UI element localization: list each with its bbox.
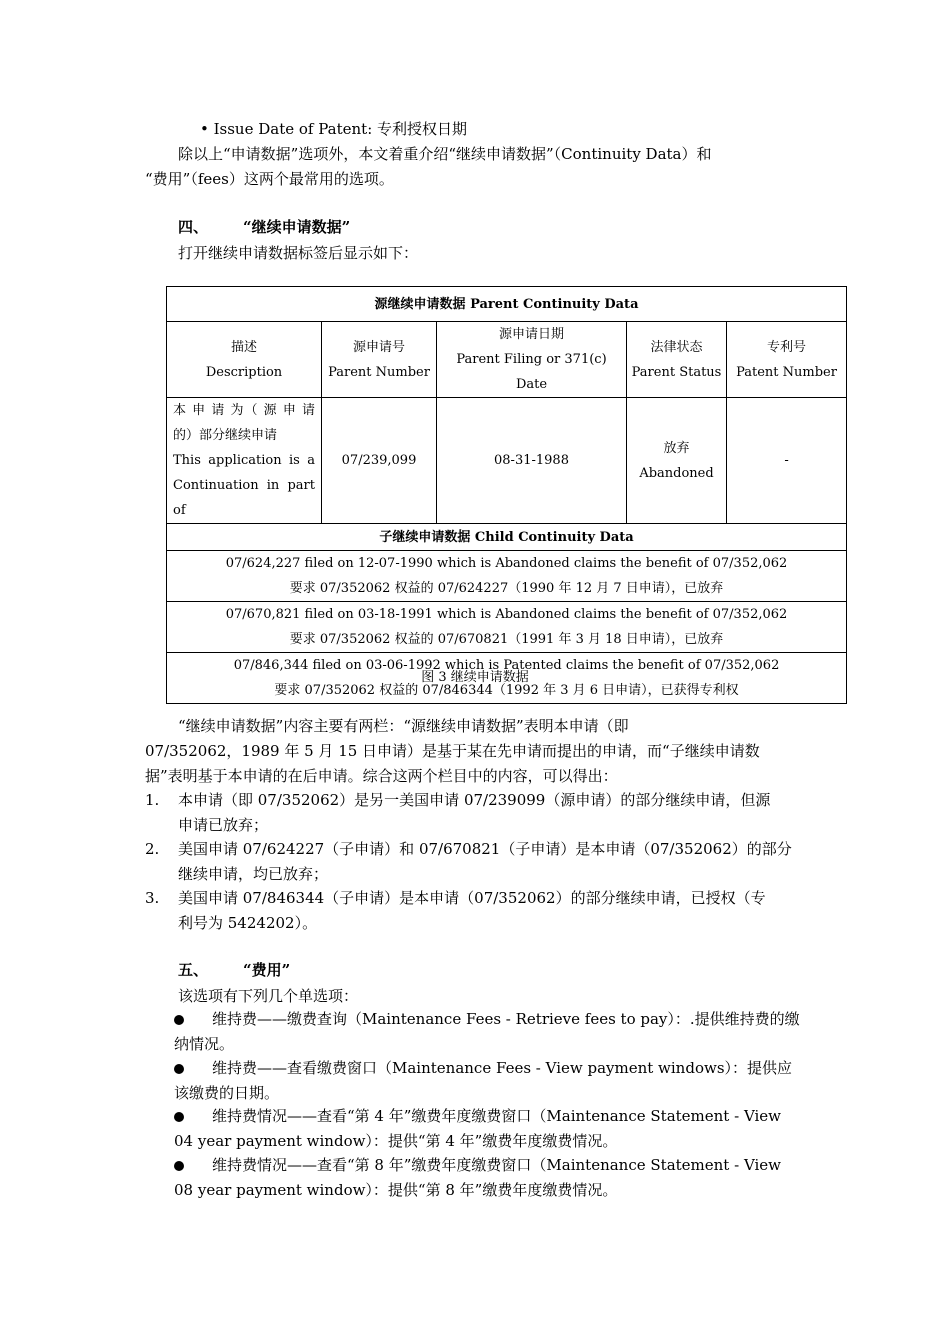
list-item: 美国申请 07/846344（子申请）是本申请（07/352062）的部分继续申请，已授权（专 xyxy=(178,889,766,907)
bullet-icon xyxy=(174,1153,184,1177)
fee-option: 维持费情况——查看“第 4 年”缴费年度缴费窗口（Maintenance Statement - View xyxy=(212,1107,782,1125)
fee-option-cont: 04 year payment window）：提供“第 4 年”缴费年度缴费情况。 xyxy=(174,1132,618,1150)
intro-line-2: “费用”（fees）这两个最常用的选项。 xyxy=(145,170,394,188)
continuity-table xyxy=(166,286,847,704)
section5-title: “费用” xyxy=(243,961,291,979)
row-description: 本 申 请 为（ 源 申 请 的）部分继续申请 This application is a Continuation in part of xyxy=(167,398,322,524)
fee-option-cont: 纳情况。 xyxy=(174,1035,235,1053)
row-parent-date: 08-31-1988 xyxy=(437,398,627,524)
list-item-cont: 继续申请，均已放弃； xyxy=(178,865,329,883)
col-header-parent-date: 源申请日期 Parent Filing or 371(c) Date xyxy=(437,322,627,398)
bullet-icon xyxy=(174,1007,184,1031)
table-row xyxy=(167,398,847,524)
child-row: 07/624,227 filed on 12-07-1990 which is Abandoned claims the benefit of 07/352,062 要求 07/352062 权益的 07/624227（1990 年 12 月 7 日申请），已放弃 xyxy=(167,551,847,602)
child-row: 07/670,821 filed on 03-18-1991 which is Abandoned claims the benefit of 07/352,062 要求 07/352062 权益的 07/670821（1991 年 3 月 18 日申请），已放弃 xyxy=(167,602,847,653)
list-item: 美国申请 07/624227（子申请）和 07/670821（子申请）是本申请（07/352062）的部分 xyxy=(178,840,792,858)
row-parent-status: 放弃 Abandoned xyxy=(627,398,727,524)
child-continuity-header: 子继续申请数据 Child Continuity Data xyxy=(167,524,847,551)
section4-lead: 打开继续申请数据标签后显示如下： xyxy=(178,244,419,262)
fee-option-cont: 该缴费的日期。 xyxy=(174,1084,280,1102)
section5-lead: 该选项有下列几个单选项： xyxy=(178,987,359,1005)
list-number: 3. xyxy=(145,889,160,907)
section4-number: 四、 xyxy=(178,218,209,236)
list-number: 2. xyxy=(145,840,160,858)
child-row: 07/846,344 filed on 03-06-1992 which is Patented claims the benefit of 07/352,062 要求 07/352062 权益的 07/846344（1992 年 3 月 6 日申请），已获得专利权 xyxy=(167,653,847,704)
list-item-cont: 利号为 5424202）。 xyxy=(178,914,318,932)
parent-continuity-header: 源继续申请数据 Parent Continuity Data xyxy=(167,287,847,322)
table-header-row xyxy=(167,322,847,398)
figure-caption: 图 3 继续申请数据 xyxy=(421,670,529,685)
col-header-description: 描述 Description xyxy=(167,322,322,398)
fee-option: 维持费情况——查看“第 8 年”缴费年度缴费窗口（Maintenance Statement - View xyxy=(212,1156,782,1174)
analysis-line-3: 据”表明基于本申请的在后申请。综合这两个栏目中的内容，可以得出： xyxy=(145,767,618,785)
bullet-icon xyxy=(174,1104,184,1128)
col-header-patent-number: 专利号 Patent Number xyxy=(727,322,847,398)
fee-option-cont: 08 year payment window）：提供“第 8 年”缴费年度缴费情况。 xyxy=(174,1181,618,1199)
intro-line-1: 除以上“申请数据”选项外，本文着重介绍“继续申请数据”（Continuity Data）和 xyxy=(178,145,712,163)
row-parent-number: 07/239,099 xyxy=(322,398,437,524)
fee-option: 维持费——查看缴费窗口（Maintenance Fees - View payment windows）：提供应 xyxy=(212,1059,793,1077)
list-item-cont: 申请已放弃； xyxy=(178,816,269,834)
list-item: 本申请（即 07/352062）是另一美国申请 07/239099（源申请）的部分继续申请，但源 xyxy=(178,791,771,809)
section4-title: “继续申请数据” xyxy=(243,218,351,236)
col-header-parent-number: 源申请号 Parent Number xyxy=(322,322,437,398)
list-number: 1. xyxy=(145,791,160,809)
fee-option: 维持费——缴费查询（Maintenance Fees - Retrieve fees to pay）：.提供维持费的缴 xyxy=(212,1010,800,1028)
bullet-icon xyxy=(174,1056,184,1080)
analysis-line-2: 07/352062，1989 年 5 月 15 日申请）是基于某在先申请而提出的申请，而“子继续申请数 xyxy=(145,742,760,760)
analysis-line-1: “继续申请数据”内容主要有两栏：“源继续申请数据”表明本申请（即 xyxy=(178,717,629,735)
col-header-parent-status: 法律状态 Parent Status xyxy=(627,322,727,398)
row-patent-number: - xyxy=(727,398,847,524)
section5-number: 五、 xyxy=(178,961,209,979)
issue-date-bullet: • Issue Date of Patent: 专利授权日期 xyxy=(200,120,468,138)
